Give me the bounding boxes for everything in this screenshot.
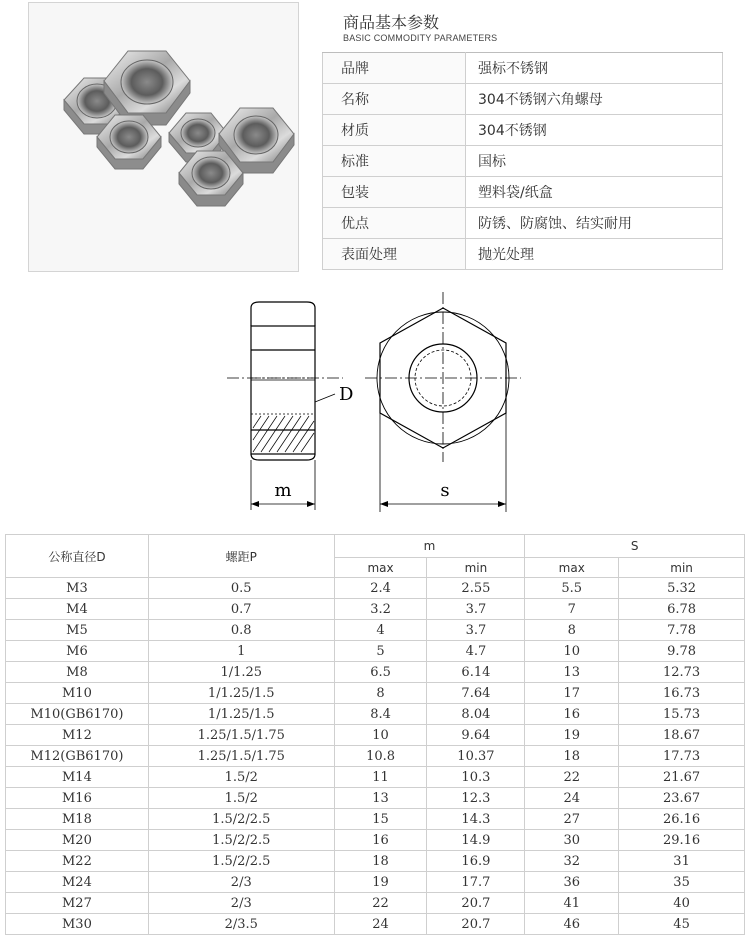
cell-m-min: 14.9	[427, 830, 525, 851]
params-row	[323, 177, 723, 208]
cell-s-min: 16.73	[619, 683, 745, 704]
cell-s-min: 7.78	[619, 620, 745, 641]
cell-m-min: 14.3	[427, 809, 525, 830]
cell-m-min: 10.37	[427, 746, 525, 767]
cell-m-max: 22	[334, 893, 427, 914]
cell-m-min: 6.14	[427, 662, 525, 683]
params-value: 国标	[466, 146, 723, 177]
params-row	[323, 208, 723, 239]
cell-diameter: M22	[6, 851, 149, 872]
cell-s-max: 24	[525, 788, 619, 809]
cell-diameter: M6	[6, 641, 149, 662]
params-title: 商品基本参数	[343, 13, 440, 32]
table-row	[6, 599, 745, 620]
params-row	[323, 53, 723, 84]
cell-diameter: M10(GB6170)	[6, 704, 149, 725]
cell-s-max: 46	[525, 914, 619, 935]
params-value: 强标不锈钢	[466, 53, 723, 84]
cell-diameter: M18	[6, 809, 149, 830]
cell-pitch: 1/1.25	[148, 662, 334, 683]
cell-s-max: 10	[525, 641, 619, 662]
cell-pitch: 1.25/1.5/1.75	[148, 746, 334, 767]
cell-s-min: 31	[619, 851, 745, 872]
table-row	[6, 914, 745, 935]
cell-m-min: 16.9	[427, 851, 525, 872]
table-row	[6, 788, 745, 809]
cell-s-max: 13	[525, 662, 619, 683]
cell-s-max: 30	[525, 830, 619, 851]
cell-diameter: M24	[6, 872, 149, 893]
cell-pitch: 1/1.25/1.5	[148, 704, 334, 725]
cell-m-max: 10	[334, 725, 427, 746]
cell-m-max: 3.2	[334, 599, 427, 620]
params-key: 品牌	[323, 53, 466, 84]
cell-s-max: 16	[525, 704, 619, 725]
cell-m-max: 4	[334, 620, 427, 641]
cell-s-min: 26.16	[619, 809, 745, 830]
params-value: 抛光处理	[466, 239, 723, 270]
cell-s-min: 9.78	[619, 641, 745, 662]
table-row	[6, 809, 745, 830]
cell-s-max: 17	[525, 683, 619, 704]
cell-pitch: 1.5/2	[148, 767, 334, 788]
cell-s-min: 29.16	[619, 830, 745, 851]
cell-m-max: 8.4	[334, 704, 427, 725]
cell-diameter: M10	[6, 683, 149, 704]
table-row	[6, 704, 745, 725]
cell-diameter: M20	[6, 830, 149, 851]
params-value: 304不锈钢	[466, 115, 723, 146]
hex-nuts-image	[29, 3, 299, 272]
table-row	[6, 662, 745, 683]
cell-diameter: M8	[6, 662, 149, 683]
cell-s-max: 36	[525, 872, 619, 893]
table-row	[6, 746, 745, 767]
cell-pitch: 1.25/1.5/1.75	[148, 725, 334, 746]
cell-pitch: 2/3.5	[148, 914, 334, 935]
cell-s-min: 12.73	[619, 662, 745, 683]
label-m: m	[274, 480, 292, 501]
table-row	[6, 578, 745, 599]
cell-pitch: 1	[148, 641, 334, 662]
cell-s-max: 27	[525, 809, 619, 830]
cell-m-max: 24	[334, 914, 427, 935]
cell-pitch: 2/3	[148, 872, 334, 893]
cell-m-min: 2.55	[427, 578, 525, 599]
cell-m-min: 7.64	[427, 683, 525, 704]
cell-m-max: 10.8	[334, 746, 427, 767]
cell-m-max: 18	[334, 851, 427, 872]
header-m-min: min	[427, 558, 525, 578]
cell-s-max: 22	[525, 767, 619, 788]
cell-s-max: 18	[525, 746, 619, 767]
cell-m-max: 19	[334, 872, 427, 893]
params-key: 表面处理	[323, 239, 466, 270]
nut-technical-drawing	[225, 290, 525, 518]
params-subtitle: BASIC COMMODITY PARAMETERS	[343, 33, 498, 43]
cell-pitch: 0.8	[148, 620, 334, 641]
cell-m-max: 2.4	[334, 578, 427, 599]
cell-m-max: 5	[334, 641, 427, 662]
table-row	[6, 641, 745, 662]
cell-pitch: 1.5/2	[148, 788, 334, 809]
spec-table	[5, 534, 745, 935]
header-pitch: 螺距P	[148, 535, 334, 578]
table-row	[6, 725, 745, 746]
params-key: 名称	[323, 84, 466, 115]
cell-m-min: 20.7	[427, 893, 525, 914]
cell-m-min: 3.7	[427, 599, 525, 620]
header-m: m	[334, 535, 525, 558]
cell-s-min: 6.78	[619, 599, 745, 620]
header-s-max: max	[525, 558, 619, 578]
table-row	[6, 767, 745, 788]
cell-s-min: 35	[619, 872, 745, 893]
table-row	[6, 851, 745, 872]
cell-m-min: 4.7	[427, 641, 525, 662]
cell-m-max: 15	[334, 809, 427, 830]
cell-pitch: 1.5/2/2.5	[148, 809, 334, 830]
cell-m-min: 9.64	[427, 725, 525, 746]
cell-s-min: 21.67	[619, 767, 745, 788]
cell-s-min: 18.67	[619, 725, 745, 746]
cell-s-max: 19	[525, 725, 619, 746]
cell-pitch: 0.5	[148, 578, 334, 599]
header-m-max: max	[334, 558, 427, 578]
params-row	[323, 115, 723, 146]
cell-pitch: 1.5/2/2.5	[148, 830, 334, 851]
cell-pitch: 0.7	[148, 599, 334, 620]
cell-diameter: M12	[6, 725, 149, 746]
cell-pitch: 2/3	[148, 893, 334, 914]
cell-m-min: 20.7	[427, 914, 525, 935]
cell-s-min: 45	[619, 914, 745, 935]
cell-m-min: 3.7	[427, 620, 525, 641]
cell-s-min: 23.67	[619, 788, 745, 809]
cell-pitch: 1.5/2/2.5	[148, 851, 334, 872]
params-row	[323, 239, 723, 270]
cell-diameter: M14	[6, 767, 149, 788]
header-s: S	[525, 535, 745, 558]
cell-diameter: M30	[6, 914, 149, 935]
header-diameter: 公称直径D	[6, 535, 149, 578]
cell-diameter: M16	[6, 788, 149, 809]
header-s-min: min	[619, 558, 745, 578]
cell-m-max: 11	[334, 767, 427, 788]
cell-m-max: 16	[334, 830, 427, 851]
params-row	[323, 146, 723, 177]
params-table	[322, 52, 723, 270]
cell-s-min: 17.73	[619, 746, 745, 767]
cell-m-min: 12.3	[427, 788, 525, 809]
table-row	[6, 893, 745, 914]
label-d: D	[339, 384, 354, 405]
params-key: 优点	[323, 208, 466, 239]
cell-diameter: M4	[6, 599, 149, 620]
params-key: 材质	[323, 115, 466, 146]
label-s: s	[440, 480, 450, 501]
params-key: 包装	[323, 177, 466, 208]
params-value: 防锈、防腐蚀、结实耐用	[466, 208, 723, 239]
table-row	[6, 683, 745, 704]
cell-diameter: M12(GB6170)	[6, 746, 149, 767]
cell-s-max: 32	[525, 851, 619, 872]
cell-m-max: 13	[334, 788, 427, 809]
table-row	[6, 830, 745, 851]
table-row	[6, 872, 745, 893]
cell-m-min: 8.04	[427, 704, 525, 725]
cell-s-max: 41	[525, 893, 619, 914]
cell-s-min: 15.73	[619, 704, 745, 725]
cell-s-max: 8	[525, 620, 619, 641]
params-key: 标准	[323, 146, 466, 177]
cell-diameter: M3	[6, 578, 149, 599]
cell-s-min: 40	[619, 893, 745, 914]
cell-m-min: 17.7	[427, 872, 525, 893]
cell-m-max: 8	[334, 683, 427, 704]
cell-m-min: 10.3	[427, 767, 525, 788]
cell-m-max: 6.5	[334, 662, 427, 683]
params-value: 塑料袋/纸盒	[466, 177, 723, 208]
table-row	[6, 620, 745, 641]
params-value: 304不锈钢六角螺母	[466, 84, 723, 115]
cell-diameter: M5	[6, 620, 149, 641]
cell-pitch: 1/1.25/1.5	[148, 683, 334, 704]
product-photo	[28, 2, 299, 272]
cell-s-max: 7	[525, 599, 619, 620]
cell-s-min: 5.32	[619, 578, 745, 599]
cell-s-max: 5.5	[525, 578, 619, 599]
params-row	[323, 84, 723, 115]
cell-diameter: M27	[6, 893, 149, 914]
